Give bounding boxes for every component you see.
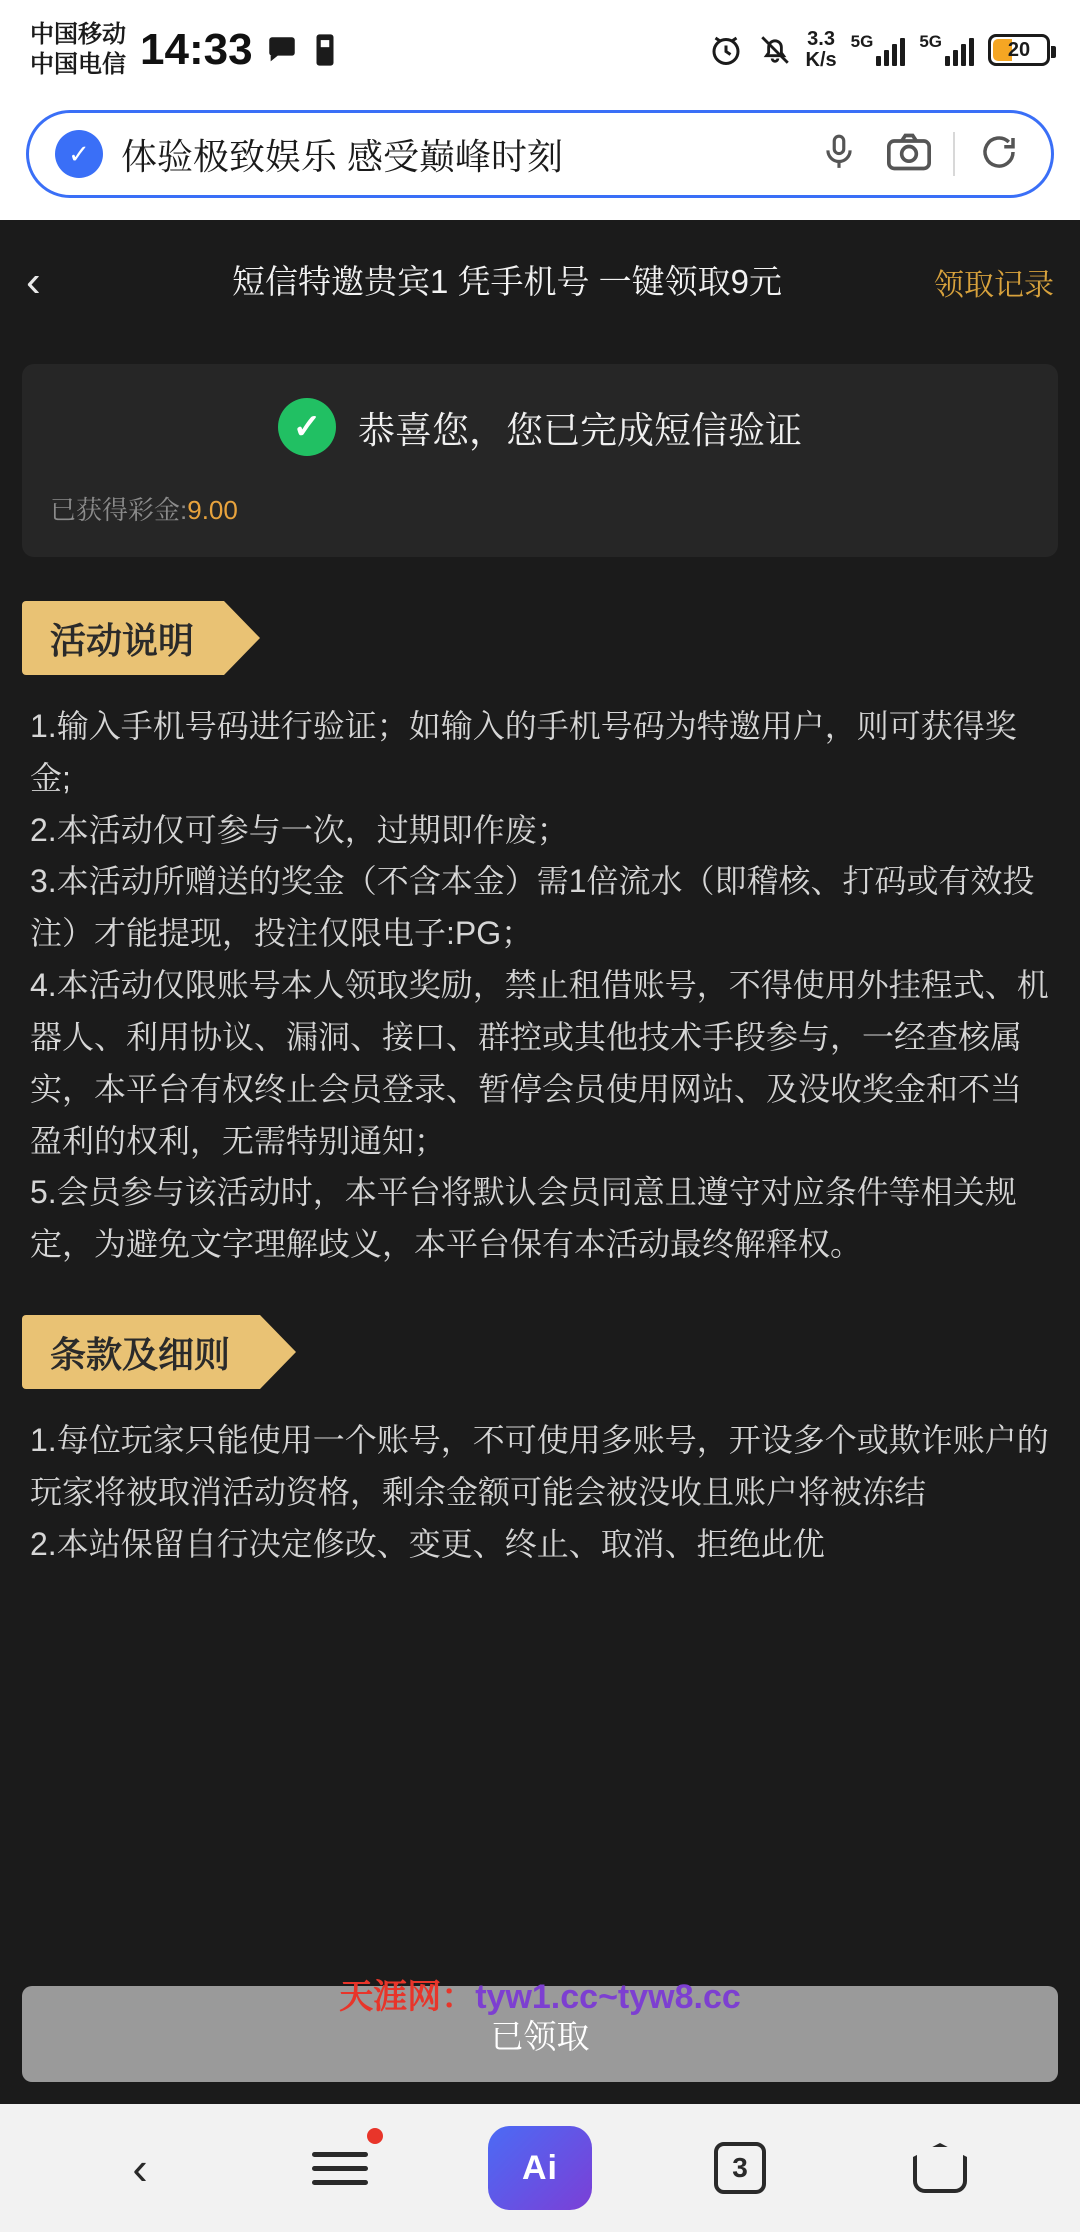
browser-navigation-bar xyxy=(0,2104,1080,2232)
action-bar xyxy=(0,1970,1080,2104)
terms-paragraph: 1.每位玩家只能使用一个账号，不可使用多账号，开设多个或欺诈账户的玩家将被取消活动资格，剩余金额可能会被没收且账户将被冻结 xyxy=(30,1422,1049,1510)
rule-paragraph: 4.本活动仅限账号本人领取奖励，禁止租借账号，不得使用外挂程式、机器人、利用协议、漏洞、接口、群控或其他技术手段参与，一经查核属实，本平台有权终止会员登录、暂停会员使用网站、及没收奖金和不当盈利的权利，无需特别通知； xyxy=(30,967,1049,1159)
refresh-icon[interactable] xyxy=(973,131,1025,178)
page-content xyxy=(0,220,1080,2104)
search-bar[interactable] xyxy=(26,110,1054,198)
hamburger-menu-icon xyxy=(312,2152,368,2185)
camera-icon[interactable] xyxy=(883,132,935,177)
browser-toolbar xyxy=(0,100,1080,220)
network-speed xyxy=(806,29,837,71)
watermark-urls: tyw1.cc~tyw8.cc xyxy=(475,1978,741,2016)
alarm-icon xyxy=(708,32,744,68)
rule-paragraph: 3.本活动所赠送的奖金（不含本金）需1倍流水（即稽核、打码或有效投注）才能提现，投注仅限电子:PG； xyxy=(30,863,1035,952)
sim-card-icon xyxy=(313,33,337,67)
bonus-amount-value: 9.00 xyxy=(187,495,238,525)
bonus-amount-label: 已获得彩金: xyxy=(50,495,188,525)
status-message: 恭喜您，您已完成短信验证 xyxy=(358,410,802,451)
claim-record-link[interactable]: 领取记录 xyxy=(934,269,1054,302)
rule-paragraph: 1.输入手机号码进行验证；如输入的手机号码为特邀用户，则可获得奖金; xyxy=(30,708,1017,796)
battery-percent-label: 20 xyxy=(1007,38,1031,61)
status-right-icons xyxy=(708,29,1051,71)
nav-back-button[interactable]: ‹ xyxy=(132,2142,148,2194)
rule-paragraph: 5.会员参与该活动时，本平台将默认会员同意且遵守对应条件等相关规定，为避免文字理解歧义，本平台保有本活动最终解释权。 xyxy=(30,1174,1017,1263)
bell-off-icon xyxy=(758,32,792,68)
message-icon xyxy=(265,33,299,67)
watermark-site: 天涯网： xyxy=(339,1978,476,2016)
toolbar-divider xyxy=(953,132,955,176)
rule-paragraph: 2.本活动仅可参与一次，过期即作废； xyxy=(30,811,569,848)
carrier-1-label: 中国移动 xyxy=(30,21,126,48)
verification-status-card xyxy=(22,364,1058,557)
status-clock: 14:33 xyxy=(140,25,253,74)
notification-dot-icon xyxy=(367,2128,383,2144)
check-circle-icon: ✓ xyxy=(278,398,336,456)
back-icon[interactable]: ‹ xyxy=(26,257,41,306)
network-type-1-label: 5G xyxy=(850,32,874,51)
network-speed-value: 3.3 xyxy=(807,28,835,50)
signal-1 xyxy=(851,34,906,66)
section-heading-terms: 条款及细则 xyxy=(22,1315,260,1389)
page-title: 短信特邀贵宾1 凭手机号 一键领取9元 xyxy=(231,262,783,300)
ai-assistant-icon: Ai xyxy=(488,2126,592,2210)
section-body-activity-rules xyxy=(0,675,1080,1271)
status-row xyxy=(50,398,1030,456)
page-header xyxy=(0,220,1080,344)
battery-indicator xyxy=(988,34,1050,66)
nav-menu-button[interactable] xyxy=(275,2120,405,2216)
claimed-button[interactable]: 已领取 xyxy=(22,1986,1058,2082)
section-heading-wrap-1 xyxy=(0,601,1080,675)
network-speed-unit: K/s xyxy=(805,49,837,71)
bonus-amount-row xyxy=(50,490,1030,527)
terms-paragraph: 2.本站保留自行决定修改、变更、终止、取消、拒绝此优 xyxy=(30,1525,825,1562)
page-scroll-area[interactable] xyxy=(0,344,1080,2104)
status-bar xyxy=(0,0,1080,100)
section-heading-activity-rules: 活动说明 xyxy=(22,601,224,675)
search-input[interactable]: 体验极致娱乐 感受巅峰时刻 xyxy=(121,135,564,177)
shield-check-icon: ✓ xyxy=(55,130,103,178)
signal-bars-1 xyxy=(876,34,905,66)
nav-tabs-button[interactable] xyxy=(675,2120,805,2216)
signal-2 xyxy=(919,34,974,66)
home-icon xyxy=(913,2143,967,2193)
microphone-icon[interactable] xyxy=(813,130,865,179)
tab-count-badge: 3 xyxy=(714,2142,766,2194)
section-heading-wrap-2 xyxy=(0,1315,1080,1389)
network-type-2-label: 5G xyxy=(919,32,942,51)
nav-ai-button[interactable] xyxy=(475,2120,605,2216)
status-left-icons xyxy=(265,33,337,67)
carrier-2-label: 中国电信 xyxy=(30,51,126,78)
section-body-terms xyxy=(0,1389,1080,1570)
signal-bars-2 xyxy=(945,34,974,66)
nav-home-button[interactable] xyxy=(875,2120,1005,2216)
carrier-labels xyxy=(30,20,126,80)
